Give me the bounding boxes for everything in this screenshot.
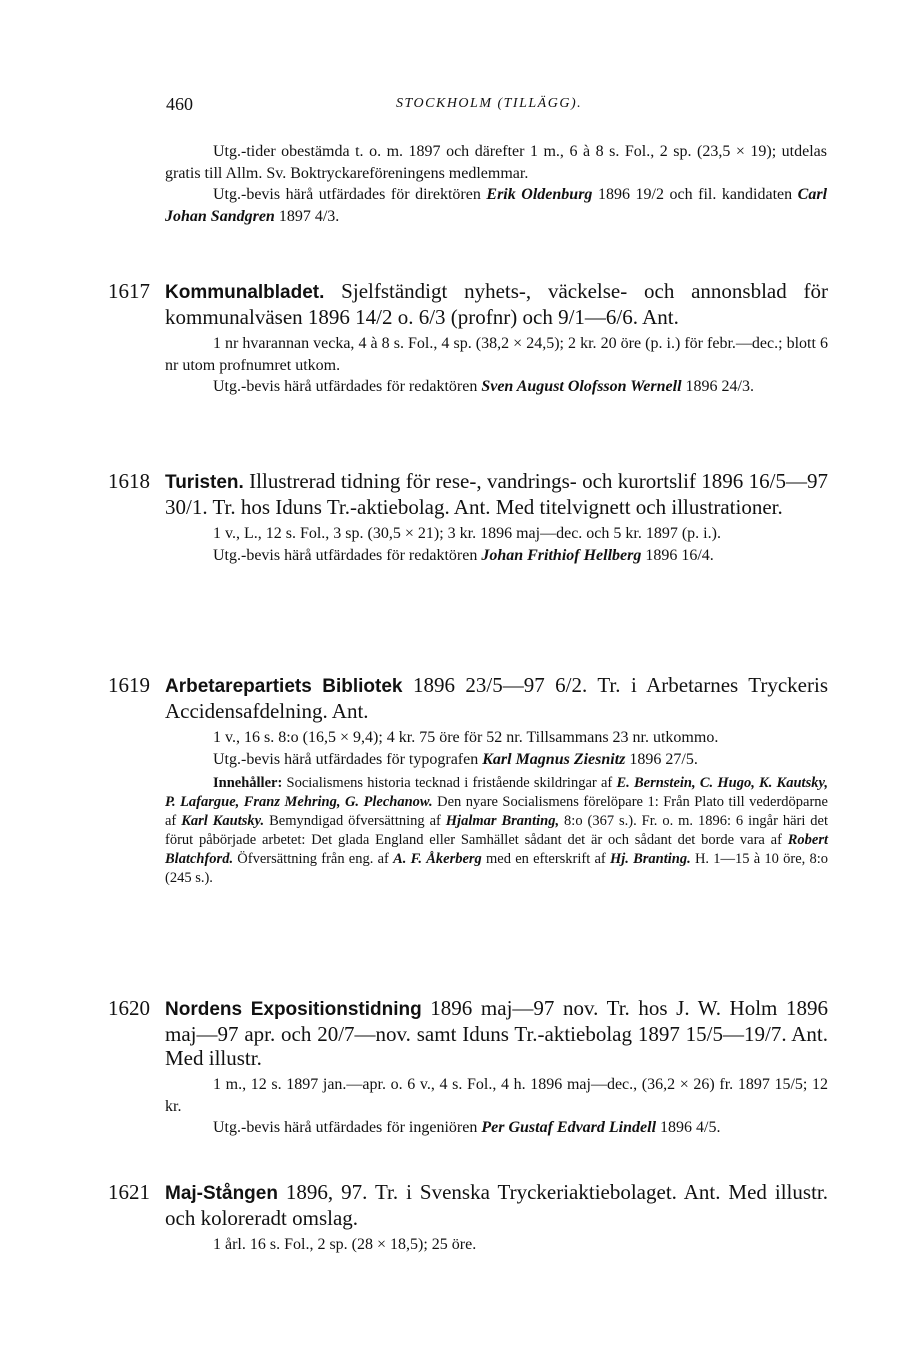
person-name: Per Gustaf Edvard Lindell (481, 1119, 657, 1136)
intro-details: Utg.-tider obestämda t. o. m. 1897 och därefter 1 m., 6 à 8 s. Fol., 2 sp. (23,5 × 19); utdelas gratis till Allm. Sv. Boktryckareföreningens medlemmar. (165, 143, 827, 182)
entry-title: Arbetarepartiets Bibliotek (165, 676, 403, 697)
entry-details: 1 m., 12 s. 1897 jan.—apr. o. 6 v., 4 s. Fol., 4 h. 1896 maj—dec., (36,2 × 26) fr. 1897 15/5; 12 kr. (165, 1076, 828, 1115)
entry-details: 1 v., 16 s. 8:o (16,5 × 9,4); 4 kr. 75 öre för 52 nr. Tillsammans 23 nr. utkommo. (213, 729, 719, 746)
entry-contents: Innehåller: Socialismens historia tecknad i fristående skildringar af E. Bernstein, C. Hugo, K. Kautsky, P. Lafargue, Franz Mehring, G. Plechanow. Den nyare Socialismens förelöpare 1: Från Plato till vederdöparne af Karl Kautsky. Bemyndigad öfversättning af Hjalmar Branting, 8:o (367 s.). Fr. o. m. 1896: 6 ingår häri det förut påbörjade arbetet: Det glada England eller Samhället sådant det är och sådant det borde vara af Robert Blatchford. Öfversättning från eng. af A. F. Åkerberg med en efterskrift af Hj. Branting. H. 1—15 à 10 öre, 8:o (245 s.). (165, 775, 829, 886)
entry-number: 1620 (108, 996, 150, 1020)
person-name: Carl Johan Sandgren (165, 186, 828, 225)
entry-title: Nordens Expositionstidning (165, 999, 422, 1020)
person-name: Johan Frithiof Hellberg (481, 546, 642, 564)
entry-number: 1618 (108, 469, 150, 493)
intro-bevis: Utg.-bevis härå utfärdades för direktören Erik Oldenburg 1896 19/2 och fil. kandidaten Carl Johan Sandgren 1897 4/3. (165, 186, 828, 225)
entry-description: Illustrerad tidning för rese-, vandrings- och kurortslif 1896 16/5—97 30/1. Tr. hos Iduns Tr.-aktiebolag. Ant. Med titelvignett och illustrationer. (165, 469, 828, 519)
page-header (166, 94, 816, 118)
running-head: STOCKHOLM (TILLÄGG). (396, 96, 583, 111)
intro-block (165, 141, 827, 227)
person-name: Karl Magnus Ziesnitz (482, 750, 626, 768)
page-number: 460 (166, 94, 193, 114)
entry-heading (165, 996, 828, 1070)
entry-description: Sjelfständigt nyhets-, väckelse- och annonsblad för kommunalväsen 1896 14/2 o. 6/3 (profnr) och 9/1—6/6. Ant. (165, 279, 828, 329)
entry-number: 1619 (108, 673, 150, 697)
person-name: Erik Oldenburg (486, 186, 593, 203)
entry-heading (165, 279, 828, 329)
entry-bevis: Utg.-bevis härå utfärdades för redaktören Johan Frithiof Hellberg 1896 16/4. (213, 546, 714, 564)
entry-heading (165, 469, 828, 519)
entry-bevis: Utg.-bevis härå utfärdades för redaktören Sven August Olofsson Wernell 1896 24/3. (213, 378, 754, 395)
person-name: Sven August Olofsson Wernell (481, 378, 682, 395)
entry-description: 1896 23/5—97 6/2. Tr. i Arbetarnes Tryckeris Accidensafdelning. Ant. (165, 673, 828, 723)
entry-heading (165, 1180, 828, 1230)
entry-1620 (108, 996, 828, 1139)
entry-details: 1 nr hvarannan vecka, 4 à 8 s. Fol., 4 sp. (38,2 × 24,5); 2 kr. 20 öre (p. i.) för febr.—dec.; blott 6 nr utom profnumret utkom. (165, 335, 828, 374)
entry-title: Turisten. (165, 472, 244, 493)
entry-bevis: Utg.-bevis härå utfärdades för ingeniören Per Gustaf Edvard Lindell 1896 4/5. (213, 1119, 721, 1136)
entry-description: 1896, 97. Tr. i Svenska Tryckeriaktiebolaget. Ant. Med illustr. och koloreradt omslag. (165, 1180, 828, 1230)
entry-1621 (108, 1180, 828, 1256)
entry-description: 1896 maj—97 nov. Tr. hos J. W. Holm 1896 maj—97 apr. och 20/7—nov. samt Iduns Tr.-aktiebolag 1897 15/5—19/7. Ant. Med illustr. (165, 996, 828, 1070)
entry-1617 (108, 279, 828, 398)
entry-details: 1 v., L., 12 s. Fol., 3 sp. (30,5 × 21); 3 kr. 1896 maj—dec. och 5 kr. 1897 (p. i.). (213, 525, 721, 542)
entry-1618 (108, 469, 828, 566)
entry-heading (165, 673, 828, 723)
entry-details: 1 årl. 16 s. Fol., 2 sp. (28 × 18,5); 25 öre. (213, 1236, 477, 1253)
entry-bevis: Utg.-bevis härå utfärdades för typografen Karl Magnus Ziesnitz 1896 27/5. (213, 750, 698, 768)
entry-title: Maj-Stången (165, 1183, 278, 1204)
entry-1619 (108, 673, 828, 888)
entry-title: Kommunalbladet. (165, 282, 325, 303)
entry-number: 1617 (108, 279, 150, 303)
entry-number: 1621 (108, 1180, 150, 1204)
